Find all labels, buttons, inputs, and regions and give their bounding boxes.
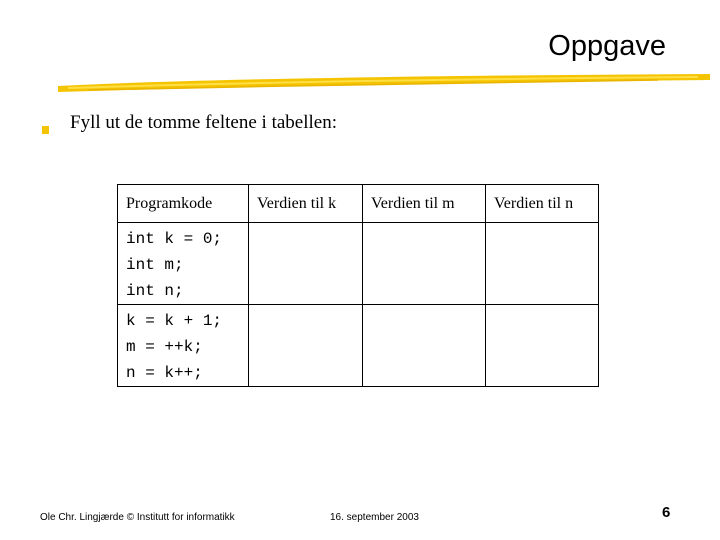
column-header-m: Verdien til m [363,185,486,223]
bullet-text: Fyll ut de tomme feltene i tabellen: [70,112,337,133]
code-cell: k = k + 1; m = ++k; n = k++; [118,305,249,387]
table-row [118,223,599,305]
slide-title: Oppgave [548,30,666,62]
value-k-cell[interactable] [249,223,363,305]
exercise-table [117,184,599,387]
value-n-cell[interactable] [486,223,599,305]
code-cell: int k = 0; int m; int n; [118,223,249,305]
table-row [118,305,599,387]
page-number: 6 [662,504,671,521]
footer-date: 16. september 2003 [330,512,419,523]
value-n-cell[interactable] [486,305,599,387]
column-header-code: Programkode [118,185,249,223]
title-underline-brushstroke [58,70,710,94]
value-m-cell[interactable] [363,223,486,305]
square-bullet-icon [42,118,49,126]
footer-author: Ole Chr. Lingjærde © Institutt for informatikk [40,512,235,523]
table-header-row [118,185,599,223]
column-header-n: Verdien til n [486,185,599,223]
column-header-k: Verdien til k [249,185,363,223]
value-m-cell[interactable] [363,305,486,387]
value-k-cell[interactable] [249,305,363,387]
